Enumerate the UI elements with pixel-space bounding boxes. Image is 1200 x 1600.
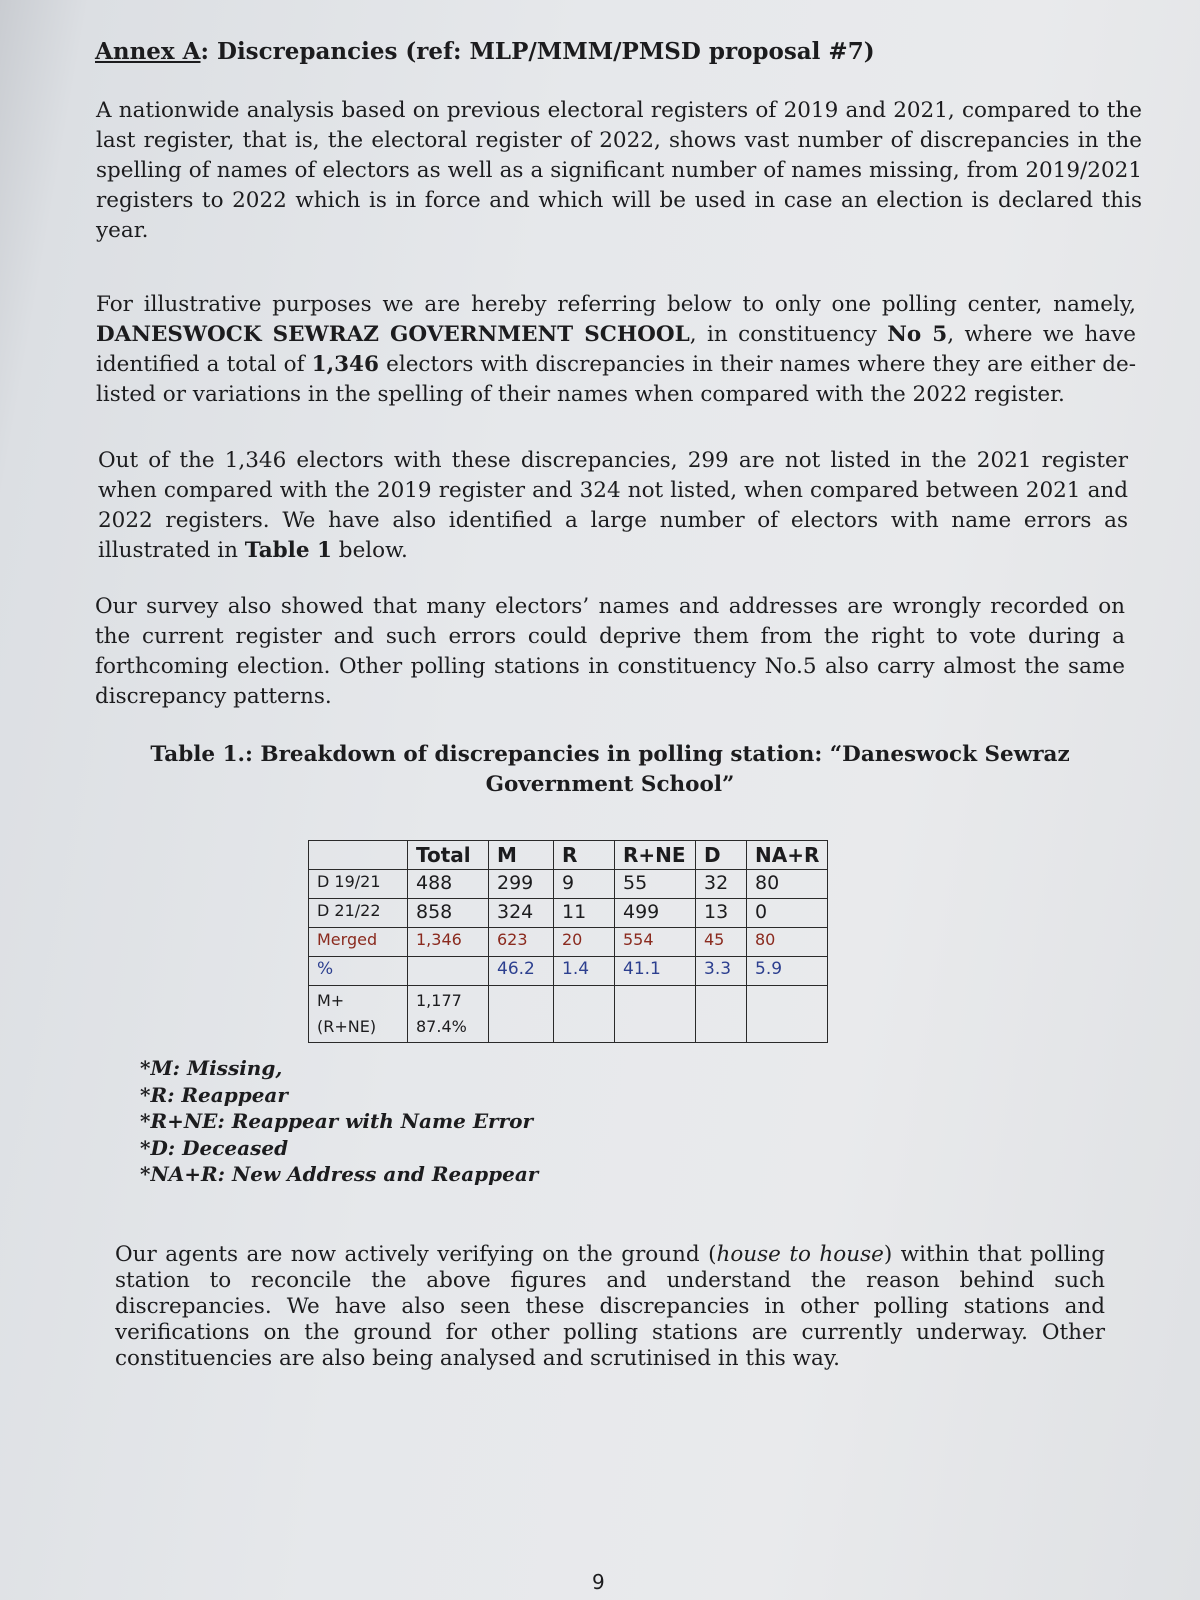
discrepancy-table	[308, 840, 828, 1043]
table-cell: 32	[696, 870, 747, 899]
table-cell: 299	[489, 870, 554, 899]
p3-text-c: below.	[331, 538, 408, 563]
table-row	[309, 899, 828, 928]
row-label: %	[309, 957, 408, 986]
table-cell: 41.1	[615, 957, 696, 986]
row-label-line-2: (R+NE)	[317, 1017, 377, 1036]
table-cell: 324	[489, 899, 554, 928]
row-label-line-1: M+	[317, 991, 345, 1010]
row-label: Merged	[309, 928, 408, 957]
header-cell: NA+R	[747, 841, 828, 870]
p5-text-c: ) within that polling station to reconcile the above figures and understand the reason behind such discrepancies. We have also seen these discrepancies in other polling stations and verifications on the ground for other polling stations are currently underway. Other constituencies are also being analysed and scrutinised in this way.	[115, 1242, 1105, 1371]
p5-text-a: Our agents are now actively verifying on the ground (	[115, 1242, 717, 1267]
paragraph-2	[96, 290, 1136, 410]
table-cell-empty	[696, 986, 747, 1043]
table-cell: 0	[747, 899, 828, 928]
p2-school-name: DANESWOCK SEWRAZ GOVERNMENT SCHOOL	[96, 322, 690, 347]
combined-count: 1,177	[416, 991, 462, 1010]
table-cell: 1.4	[554, 957, 615, 986]
table-cell	[408, 957, 489, 986]
paragraph-1: A nationwide analysis based on previous electoral registers of 2019 and 2021, compared to the last register, that is, the electoral register of 2022, shows vast number of discrepancies in the spelling of names of electors as well as a significant number of names missing, from 2019/2021 registers to 2022 which is in force and which will be used in case an election is declared this year.	[96, 98, 1142, 243]
annex-heading	[95, 38, 875, 65]
annex-heading-rest: : Discrepancies (ref: MLP/MMM/PMSD proposal #7)	[200, 38, 875, 65]
paragraph-4: Our survey also showed that many electors’ names and addresses are wrongly recorded on the current register and such errors could deprive them from the right to vote during a forthcoming election. Other polling stations in constituency No.5 also carry almost the same discrepancy patterns.	[95, 594, 1125, 709]
table-cell: 5.9	[747, 957, 828, 986]
table-cell: 1,346	[408, 928, 489, 957]
table-cell: 80	[747, 928, 828, 957]
p2-text-e: , where we have identified a total of	[96, 322, 1137, 377]
table-cell: 13	[696, 899, 747, 928]
table-notes	[140, 1055, 538, 1188]
note-item: *R+NE: Reappear with Name Error	[140, 1109, 534, 1133]
header-cell: D	[696, 841, 747, 870]
note-item: *M: Missing,	[140, 1056, 283, 1080]
table-cell: 46.2	[489, 957, 554, 986]
table-row-percent	[309, 957, 828, 986]
row-label: D 19/21	[309, 870, 408, 899]
table-cell: 11	[554, 899, 615, 928]
table-cell-empty	[747, 986, 828, 1043]
table-header-row	[309, 841, 828, 870]
row-label: D 21/22	[309, 899, 408, 928]
table-caption-line-2: Government School”	[485, 772, 735, 797]
table-cell: 858	[408, 899, 489, 928]
note-item: *D: Deceased	[140, 1135, 289, 1160]
p3-table-ref: Table 1	[244, 538, 332, 563]
table-cell-empty	[489, 986, 554, 1043]
header-cell: R	[554, 841, 615, 870]
p2-total-electors: 1,346	[311, 352, 379, 377]
header-cell	[309, 841, 408, 870]
page-number: 9	[592, 1570, 605, 1594]
paragraph-3	[98, 446, 1128, 566]
table-row	[309, 870, 828, 899]
table-cell: 3.3	[696, 957, 747, 986]
table-caption	[150, 740, 1070, 800]
table-row-combined	[309, 986, 828, 1043]
table-row-merged	[309, 928, 828, 957]
p2-text-a: For illustrative purposes we are hereby referring below to only one polling center, namely,	[96, 292, 1136, 317]
p2-constituency: No 5	[887, 322, 948, 347]
row-label	[309, 986, 408, 1043]
table-cell: 55	[615, 870, 696, 899]
table-cell: 80	[747, 870, 828, 899]
table-cell: 20	[554, 928, 615, 957]
paragraph-5	[115, 1242, 1105, 1372]
table-cell: 554	[615, 928, 696, 957]
note-item: *NA+R: New Address and Reappear	[140, 1162, 539, 1186]
header-cell: Total	[408, 841, 489, 870]
header-cell: M	[489, 841, 554, 870]
annex-heading-underlined: Annex A	[95, 38, 201, 65]
table-cell: 499	[615, 899, 696, 928]
p2-text-c: , in constituency	[689, 322, 888, 347]
table-cell-empty	[615, 986, 696, 1043]
p5-emphasis: house to house	[716, 1242, 884, 1267]
table-cell: 9	[554, 870, 615, 899]
p2-text-g: electors with discrepancies in their names where they are either de-listed or variations in the spelling of their names when compared with the 2022 register.	[96, 352, 1136, 407]
p3-text-a: Out of the 1,346 electors with these discrepancies, 299 are not listed in the 2021 register when compared with the 2019 register and 324 not listed, when compared between 2021 and 2022 registers. We have also identified a large number of electors with name errors as illustrated in	[98, 448, 1128, 563]
combined-percent: 87.4%	[416, 1017, 467, 1036]
table-cell	[408, 986, 489, 1043]
note-item: *R: Reappear	[140, 1082, 288, 1107]
table-cell: 45	[696, 928, 747, 957]
table-caption-line-1: Table 1.: Breakdown of discrepancies in polling station: “Daneswock Sewraz	[150, 742, 1070, 767]
header-cell: R+NE	[615, 841, 696, 870]
table-cell: 488	[408, 870, 489, 899]
table-cell-empty	[554, 986, 615, 1043]
table-cell: 623	[489, 928, 554, 957]
